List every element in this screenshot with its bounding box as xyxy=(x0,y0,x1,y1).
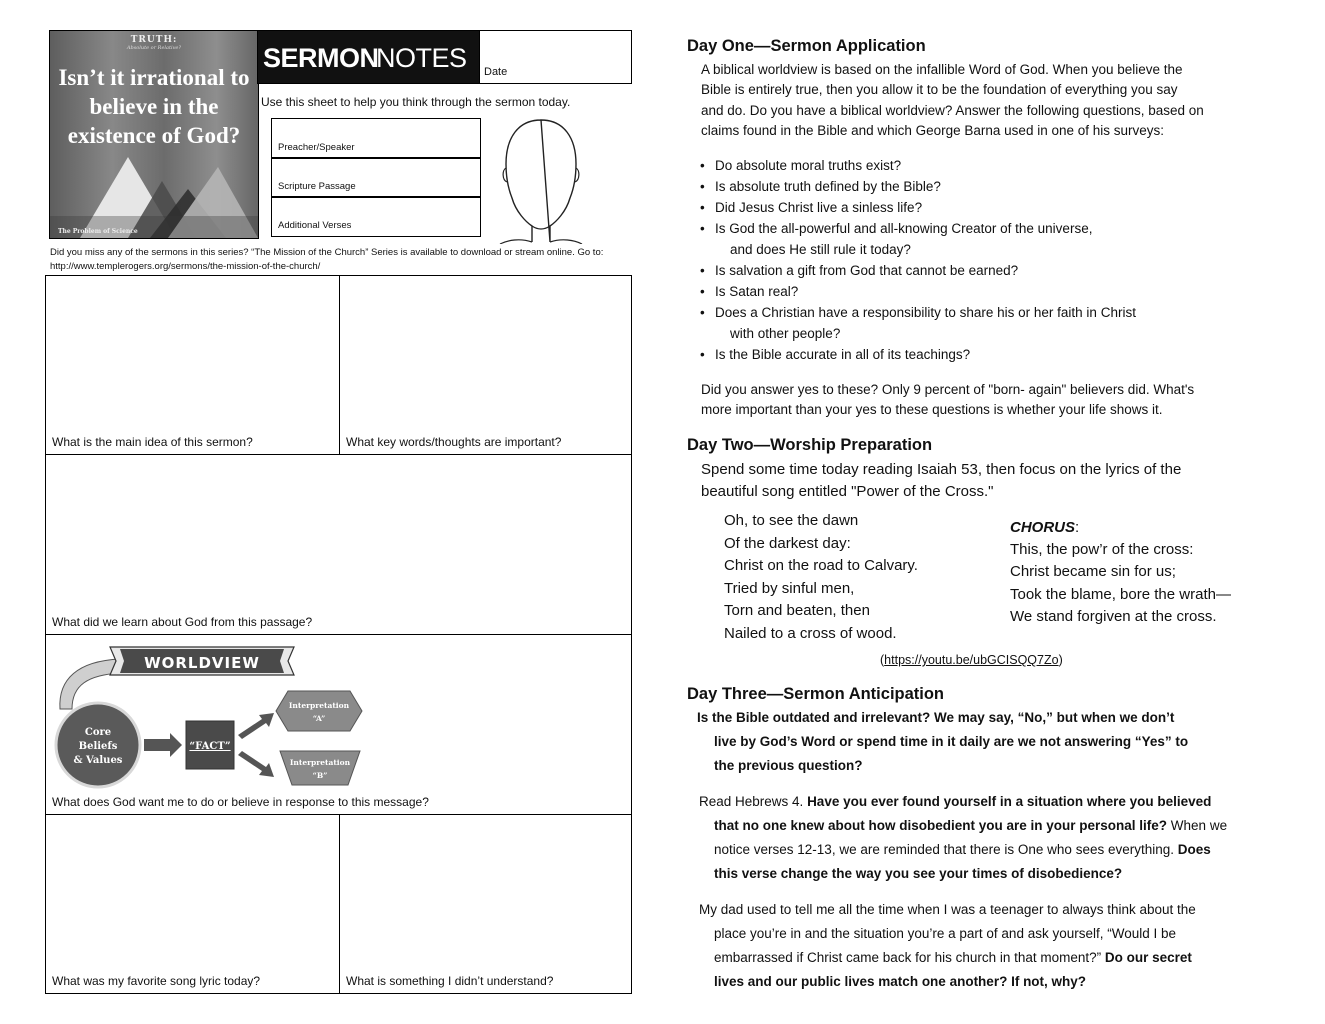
day-three-p3-line1: My dad used to tell me all the time when I was a teenager to always think about the xyxy=(699,902,1196,917)
question-item: • Does a Christian have a responsibility to share his or her faith in Christ xyxy=(715,303,1136,324)
question-item: • Is God the all-powerful and all-knowing Creator of the universe, xyxy=(715,219,1092,240)
cover-brand-subtitle: Absolute or Relative? xyxy=(126,45,182,51)
chorus-line: This, the pow’r of the cross: xyxy=(1010,541,1194,558)
verse-line: Oh, to see the dawn xyxy=(724,512,859,529)
verse-line: Christ on the road to Calvary. xyxy=(724,557,918,574)
additional-verses-label: Additional Verses xyxy=(278,220,352,231)
day-one-intro-3: and do. Do you have a biblical worldview? Answer the following questions, based on xyxy=(701,103,1204,118)
question-item: • Is absolute truth defined by the Bible? xyxy=(715,177,941,198)
question-item: • Do absolute moral truths exist? xyxy=(715,156,901,177)
day-two-intro-1: Spend some time today reading Isaiah 53, then focus on the lyrics of the xyxy=(701,461,1182,478)
chorus-line: Christ became sin for us; xyxy=(1010,563,1176,580)
cover-footer: The Problem of Science xyxy=(58,228,138,235)
p2-question-cont: that no one knew about how disobedient you are in your personal life? xyxy=(714,818,1168,833)
p2-read: Read Hebrews 4. xyxy=(699,794,808,809)
chorus-heading: CHORUS: xyxy=(1010,519,1080,536)
day-one-heading: Day One—Sermon Application xyxy=(687,37,926,55)
day-three-heading: Day Three—Sermon Anticipation xyxy=(687,685,945,703)
head-outline-icon xyxy=(498,116,584,244)
main-idea-prompt: What is the main idea of this sermon? xyxy=(52,435,253,449)
verse-line: Torn and beaten, then xyxy=(724,602,870,619)
cover-brand: TRUTH: xyxy=(130,35,178,45)
day-three-p1-line1: Is the Bible outdated and irrelevant? We may say, “No,” but when we don’t xyxy=(697,710,1175,725)
song-lyric-prompt: What was my favorite song lyric today? xyxy=(52,974,261,988)
question-item-continuation: with other people? xyxy=(730,326,841,341)
chorus-line: Took the blame, bore the wrath— xyxy=(1010,586,1231,603)
day-three-p3-line3 xyxy=(714,946,1192,970)
respond-box[interactable] xyxy=(45,634,632,815)
p2-when: When we xyxy=(1167,818,1228,833)
instructions-text: Use this sheet to help you think through the sermon today. xyxy=(261,95,571,109)
date-label: Date xyxy=(484,66,508,78)
day-three-p2-line3 xyxy=(714,838,1211,862)
core-label-1: Core xyxy=(84,727,112,738)
day-three-p3-line4: lives and our public lives match one another? If not, why? xyxy=(714,974,1087,989)
verse-line: Tried by sinful men, xyxy=(724,580,855,597)
day-three-p2-line1 xyxy=(699,790,1211,814)
worldview-banner-text: WORLDVIEW xyxy=(144,654,260,672)
link-paren-close: ) xyxy=(1058,653,1063,667)
p2-does: Does xyxy=(1177,842,1211,857)
day-one-closing-2: more important than your yes to these questions is whether your life shows it. xyxy=(701,402,1163,417)
banner-title-light: NOTES xyxy=(376,43,467,73)
song-video-link-line xyxy=(880,653,1063,667)
interpretation-a-label-2: “A” xyxy=(312,714,326,723)
not-understand-box[interactable] xyxy=(339,814,632,994)
not-understand-prompt: What is something I didn’t understand? xyxy=(346,974,554,988)
day-three-p3-line2: place you’re in and the situation you’re a part of and ask yourself, “Would I be xyxy=(714,926,1177,941)
day-two-heading: Day Two—Worship Preparation xyxy=(687,436,933,454)
series-cover-image xyxy=(49,30,259,239)
interpretation-b-label-2: “B” xyxy=(312,771,328,780)
missed-series-note: Did you miss any of the sermons in this series? “The Mission of the Church” Series is available to download or stream online. Go to: http://www.templerogers.org/sermons/the-mission-of-the-church/ xyxy=(50,247,604,272)
learn-about-god-prompt: What did we learn about God from this passage? xyxy=(52,615,313,629)
scripture-label: Scripture Passage xyxy=(278,181,356,192)
question-item-continuation: and does He still rule it today? xyxy=(730,242,911,257)
day-one-intro-1: A biblical worldview is based on the infallible Word of God. When you believe the xyxy=(701,62,1183,77)
verse-line: Nailed to a cross of wood. xyxy=(724,625,897,642)
question-item: • Is Satan real? xyxy=(715,282,798,303)
core-label-3: & Values xyxy=(73,755,123,766)
interpretation-b-label-1: Interpretation xyxy=(289,758,351,767)
day-three-p2-line4: this verse change the way you see your times of disobedience? xyxy=(714,866,1123,881)
respond-prompt: What does God want me to do or believe in response to this message? xyxy=(52,795,429,809)
learn-about-god-box[interactable] xyxy=(45,454,632,635)
sermon-notes-banner xyxy=(257,30,480,84)
chorus-line: We stand forgiven at the cross. xyxy=(1010,608,1217,625)
verse-line: Of the darkest day: xyxy=(724,535,851,552)
link-paren-open: ( xyxy=(880,653,885,667)
day-one-closing-1: Did you answer yes to these? Only 9 percent of "born- again" believers did. What's xyxy=(701,382,1195,397)
cover-title: Isn’t it irrational to believe in the existence of God? xyxy=(58,65,250,148)
core-label-2: Beliefs xyxy=(78,741,118,752)
date-field[interactable] xyxy=(478,30,632,84)
p3-question: Do our secret xyxy=(1101,950,1192,965)
day-three-p1-line2: live by God’s Word or spend time in it daily are we not answering “Yes” to xyxy=(714,734,1189,749)
day-two-intro-2: beautiful song entitled "Power of the Cross." xyxy=(701,483,994,500)
song-lyric-box[interactable] xyxy=(45,814,340,994)
preacher-label: Preacher/Speaker xyxy=(278,142,355,153)
key-words-prompt: What key words/thoughts are important? xyxy=(346,435,562,449)
fact-label: “FACT” xyxy=(189,741,231,752)
key-words-box[interactable] xyxy=(339,275,632,455)
day-one-intro-2: Bible is entirely true, then you allow it to be the foundation of everything you say xyxy=(701,82,1178,97)
main-idea-box[interactable] xyxy=(45,275,340,455)
preacher-field[interactable] xyxy=(271,118,481,159)
chorus-label: CHORUS xyxy=(1010,519,1076,536)
day-three-p1-line3: the previous question? xyxy=(714,758,863,773)
banner-title-bold: SERMON xyxy=(263,43,379,73)
question-item: • Is salvation a gift from God that cannot be earned? xyxy=(715,261,1018,282)
worldview-diagram xyxy=(48,639,368,789)
day-three-p2-line2 xyxy=(714,814,1227,838)
question-item: • Did Jesus Christ live a sinless life? xyxy=(715,198,922,219)
scripture-field[interactable] xyxy=(271,157,481,198)
p2-question: Have you ever found yourself in a situation where you believed xyxy=(807,794,1212,809)
p3-embarrassed: embarrassed if Christ came back for his church in that moment?” xyxy=(714,950,1102,965)
additional-verses-field[interactable] xyxy=(271,196,481,237)
p2-notice: notice verses 12-13, we are reminded that there is One who sees everything. xyxy=(714,842,1178,857)
question-item: • Is the Bible accurate in all of its teachings? xyxy=(715,345,970,366)
interpretation-a-label-1: Interpretation xyxy=(288,701,350,710)
song-video-link[interactable]: https://youtu.be/ubGCISQQ7Zo xyxy=(884,653,1059,667)
day-one-intro-4: claims found in the Bible and which George Barna used in one of his surveys: xyxy=(701,123,1165,138)
